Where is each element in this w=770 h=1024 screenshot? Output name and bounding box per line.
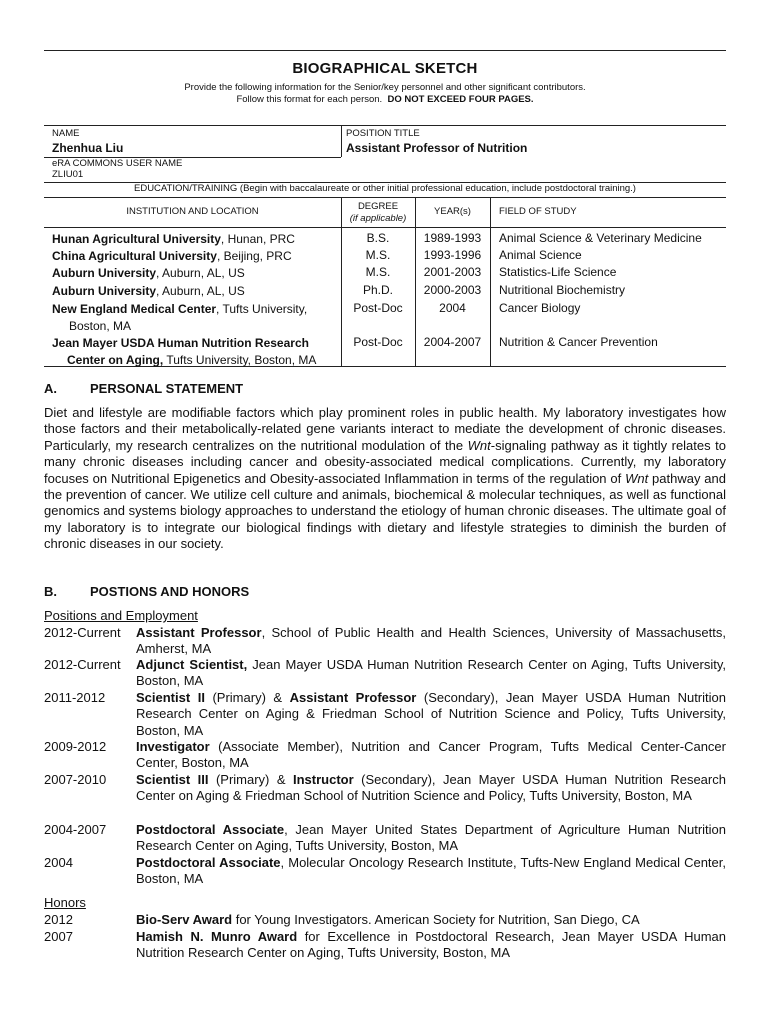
- identity-box: [44, 125, 726, 183]
- era-username: ZLIU01: [52, 169, 84, 180]
- education-caption: EDUCATION/TRAINING (Begin with baccalaureate or other initial professional education, include postdoctoral training.): [134, 183, 636, 194]
- header-degree: DEGREE: [357, 201, 399, 212]
- instructions-bold: DO NOT EXCEED FOUR PAGES.: [387, 94, 534, 105]
- honors-heading: Honors: [44, 895, 86, 910]
- education-table: INSTITUTION AND LOCATION DEGREE (if applicable) YEAR(s) FIELD OF STUDY Hunan Agricultural University, Hunan, PRC B.S. 1989-1993 Animal Science & Veterinary Medicine China Agricultural University, Beijing, PRC M.S. 1993-1996 Animal Science Auburn University, Auburn, AL, US M.S. 2001-2003 Statistics-Life Science Auburn University, Auburn, AL, US Ph.D. 2000-2003 Nutritional Biochemistry New England Medical Center, Tufts University, Boston, MA Post-Doc 2004 Cancer Biology Jean Mayer USDA Human Nutrition Research Center on Aging, Tufts University, Boston, MA Post-Doc 2004-2007 Nutrition & Cancer Prevention: [44, 197, 726, 367]
- header-degree-note: (if applicable): [349, 213, 407, 224]
- instructions-line-1: Provide the following information for the Senior/key personnel and other significant contributors.: [184, 82, 586, 93]
- top-rule: [44, 50, 726, 51]
- header-field: FIELD OF STUDY: [499, 206, 577, 217]
- position-label: POSITION TITLE: [346, 128, 420, 139]
- personal-statement: Diet and lifestyle are modifiable factors which play prominent roles in public health. My laboratory investigates how those factors and their metabolically-related gene variants interact to mediate the development of chronic diseases. Particularly, my research centralizes on the nutritional modulation of the Wnt-signaling pathway as it tightly relates to many chronic diseases including cancer and obesity-associated medical complications. Currently, my laboratory focuses on Nutritional Epigenetics and Obesity-associated Inflammation in terms of the regulation of Wnt pathway and the prevention of cancer. We utilize cell culture and animals, biochemical & molecular techniques, as well as functional genomics and systems biology approaches to understand the etiology of human chronic diseases. The ultimate goal of my laboratory is to integrate our biological findings with dietary and lifestyle strategies to diminish the burden of chronic diseases in our society.: [44, 405, 726, 552]
- header-institution: INSTITUTION AND LOCATION: [126, 206, 259, 217]
- position-title: Assistant Professor of Nutrition: [346, 141, 528, 155]
- name-label: NAME: [52, 128, 80, 139]
- instructions-plain: Follow this format for each person.: [236, 94, 383, 105]
- instructions-line-2: [44, 94, 726, 105]
- positions-heading: Positions and Employment: [44, 608, 198, 623]
- document-title: BIOGRAPHICAL SKETCH: [292, 60, 478, 77]
- era-label: eRA COMMONS USER NAME: [52, 158, 183, 169]
- header-years: YEAR(s): [434, 206, 471, 217]
- person-name: Zhenhua Liu: [52, 141, 124, 155]
